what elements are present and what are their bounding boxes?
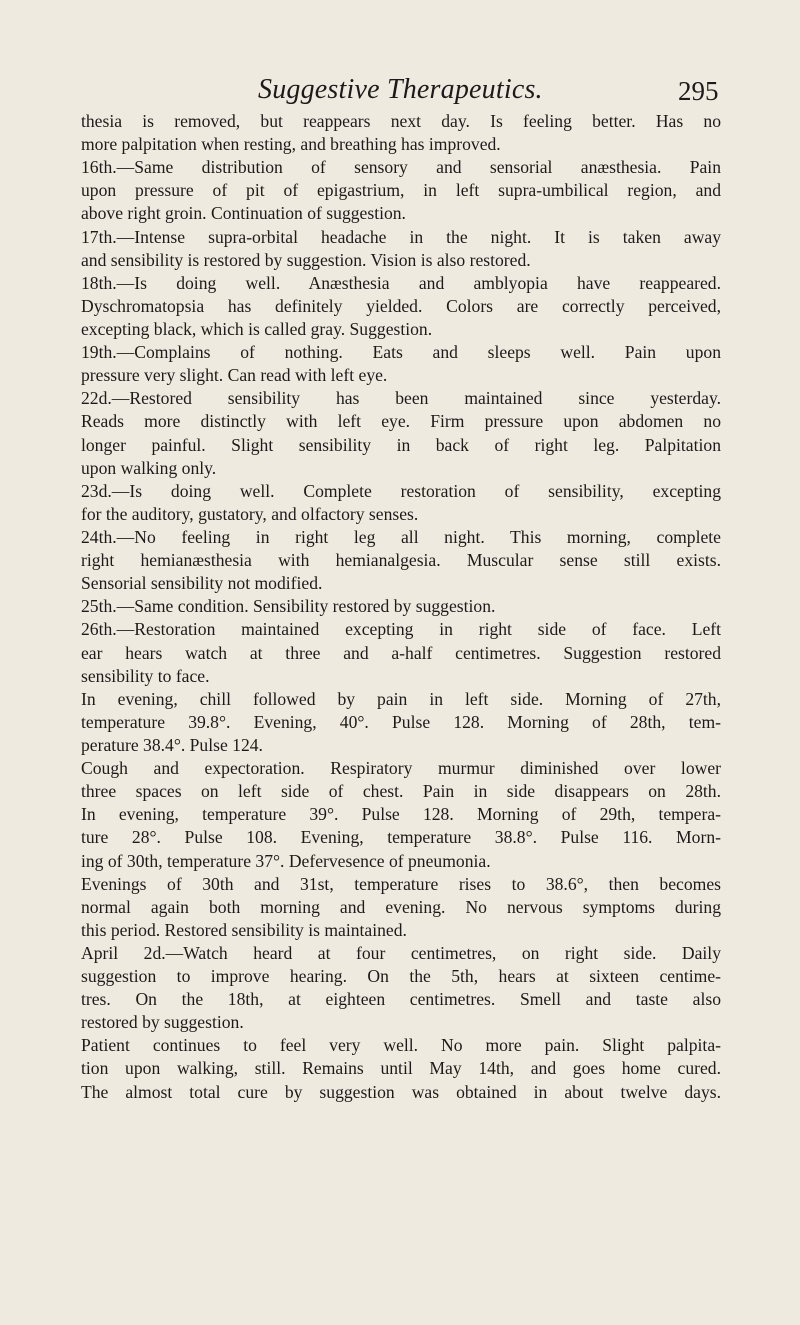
text-line: normal again both morning and evening. No nervous symptoms during <box>81 896 721 917</box>
text-line: longer painful. Slight sensibility in back of right leg. Palpitation <box>81 434 721 455</box>
text-line: restored by suggestion. <box>81 1012 244 1033</box>
text-line: for the auditory, gustatory, and olfactory senses. <box>81 503 419 524</box>
text-line: In evening, chill followed by pain in left side. Morning of 27th, <box>81 688 721 709</box>
text-line: 26th.—Restoration maintained excepting in right side of face. Left <box>81 619 721 640</box>
text-line: sensibility to face. <box>81 665 210 686</box>
text-line: Evenings of 30th and 31st, temperature rises to 38.6°, then becomes <box>81 873 721 894</box>
text-line: tion upon walking, still. Remains until May 14th, and goes home cured. <box>81 1058 721 1079</box>
text-line: The almost total cure by suggestion was obtained in about twelve days. <box>81 1081 721 1102</box>
running-title: Suggestive Therapeutics. <box>258 74 543 105</box>
text-line: excepting black, which is called gray. Suggestion. <box>81 318 433 339</box>
text-line: Sensorial sensibility not modified. <box>81 573 323 594</box>
text-line: Patient continues to feel very well. No more pain. Slight palpita- <box>81 1035 721 1056</box>
text-line: three spaces on left side of chest. Pain in side disappears on 28th. <box>81 781 721 802</box>
text-line: perature 38.4°. Pulse 124. <box>81 734 263 755</box>
text-line: 16th.—Same distribution of sensory and sensorial anæsthesia. Pain <box>81 157 721 178</box>
text-line: 17th.—Intense supra-orbital headache in the night. It is taken away <box>81 226 721 247</box>
text-line: above right groin. Continuation of suggestion. <box>81 203 406 224</box>
text-line: more palpitation when resting, and breathing has improved. <box>81 134 501 155</box>
text-line: Reads more distinctly with left eye. Firm pressure upon abdomen no <box>81 411 721 432</box>
text-line: 18th.—Is doing well. Anæsthesia and amblyopia have reappeared. <box>81 272 721 293</box>
text-line: thesia is removed, but reappears next day. Is feeling better. Has no <box>81 111 721 131</box>
body-text <box>81 110 721 1104</box>
page-number: 295 <box>678 76 719 106</box>
text-line: suggestion to improve hearing. On the 5th, hears at sixteen centime- <box>81 966 721 987</box>
text-line: ture 28°. Pulse 108. Evening, temperature 38.8°. Pulse 116. Morn- <box>81 827 721 848</box>
text-line: temperature 39.8°. Evening, 40°. Pulse 128. Morning of 28th, tem- <box>81 711 721 732</box>
text-line: tres. On the 18th, at eighteen centimetres. Smell and taste also <box>81 989 721 1010</box>
text-line: 24th.—No feeling in right leg all night. This morning, complete <box>81 526 721 547</box>
text-line: pressure very slight. Can read with left eye. <box>81 365 388 386</box>
text-line: 23d.—Is doing well. Complete restoration of sensibility, excepting <box>81 480 721 501</box>
text-line: 25th.—Same condition. Sensibility restored by suggestion. <box>81 596 496 617</box>
text-line: Cough and expectoration. Respiratory murmur diminished over lower <box>81 758 721 779</box>
text-line: right hemianæsthesia with hemianalgesia. Muscular sense still exists. <box>81 550 721 571</box>
text-line: 22d.—Restored sensibility has been maintained since yesterday. <box>81 388 721 409</box>
text-line: and sensibility is restored by suggestion. Vision is also restored. <box>81 249 531 270</box>
page-header <box>0 74 800 114</box>
text-line: April 2d.—Watch heard at four centimetres, on right side. Daily <box>81 942 721 963</box>
text-line: ear hears watch at three and a-half centimetres. Suggestion restored <box>81 642 721 663</box>
text-line: In evening, temperature 39°. Pulse 128. Morning of 29th, tempera- <box>81 804 721 825</box>
text-line: 19th.—Complains of nothing. Eats and sleeps well. Pain upon <box>81 342 721 363</box>
text-line: Dyschromatopsia has definitely yielded. Colors are correctly perceived, <box>81 295 721 316</box>
text-line: upon walking only. <box>81 457 217 478</box>
text-line: this period. Restored sensibility is maintained. <box>81 919 407 940</box>
text-line: ing of 30th, temperature 37°. Defervesence of pneumonia. <box>81 850 491 871</box>
text-line: upon pressure of pit of epigastrium, in left supra-umbilical region, and <box>81 180 721 201</box>
